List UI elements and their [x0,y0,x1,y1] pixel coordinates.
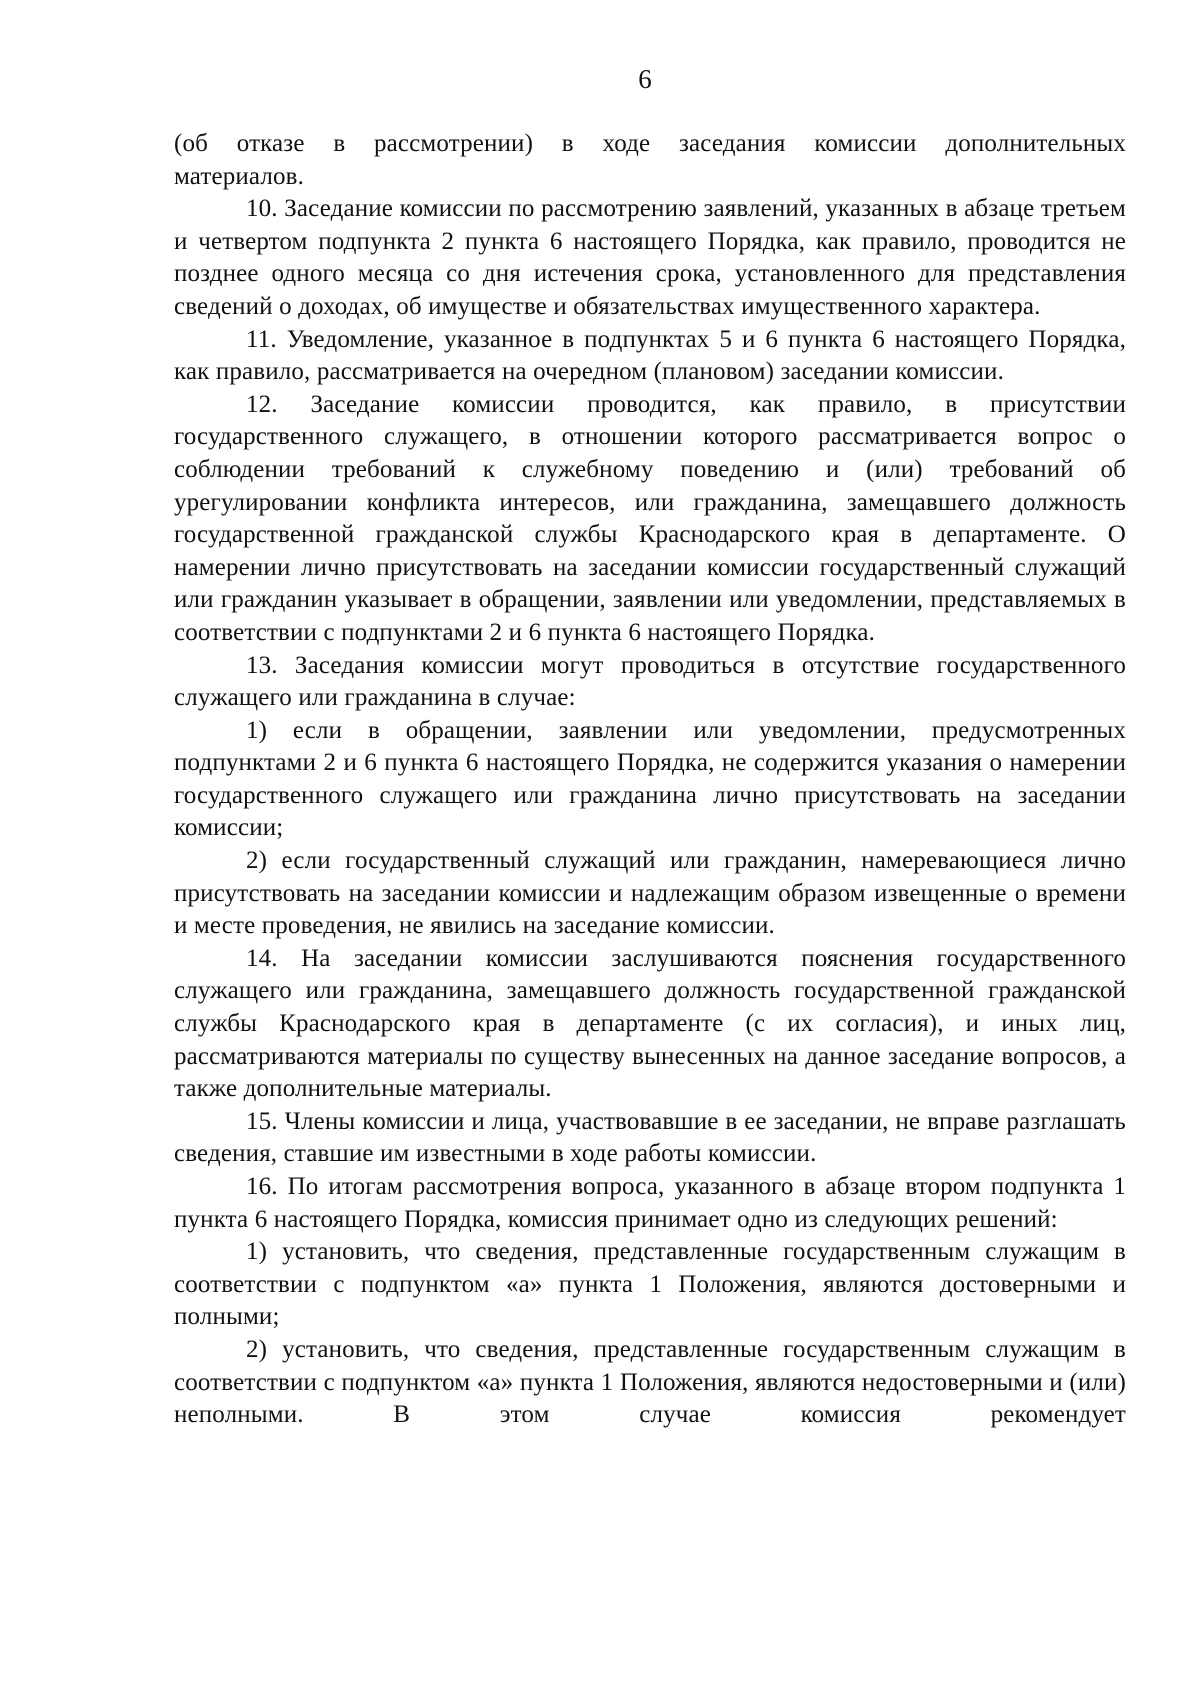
document-body [174,128,1126,1432]
paragraph: 10. Заседание комиссии по рассмотрению заявлений, указанных в абзаце третьем и четвертом подпункта 2 пункта 6 настоящего Порядка, как правило, проводится не позднее одного месяца со дня истечения срока, установленного для представления сведений о доходах, об имуществе и обязательствах имущественного характера. [174,195,1126,320]
paragraph: материалов. [174,162,304,190]
paragraph: 1) если в обращении, заявлении или уведомлении, предусмотренных подпунктами 2 и 6 пункта 6 настоящего Порядка, не содержится указания о намерении государственного служащего или гражданина лично присутствовать на заседании комиссии; [174,716,1126,842]
paragraph: 1) установить, что сведения, представленные государственным служащим в соответствии с подпунктом «а» пункта 1 Положения, являются достоверными и полными; [174,1238,1126,1331]
paragraph: (об отказе в рассмотрении) в ходе заседания комиссии дополнительных [174,130,1126,157]
paragraph: 13. Заседания комиссии могут проводиться в отсутствие государственного служащего или гражданина в случае: [174,651,1126,712]
paragraph: 12. Заседание комиссии проводится, как правило, в присутствии государственного служащего, в отношении которого рассматривается вопрос о соблюдении требований к служебному поведению и (или) требований об урегулировании конфликта интересов, или гражданина, замещавшего должность государственной гражданской службы Краснодарского края в департаменте. О намерении лично присутствовать на заседании комиссии государственный служащий или гражданин указывает в обращении, заявлении или уведомлении, представляемых в соответствии с подпунктами 2 и 6 пункта 6 настоящего Порядка. [174,390,1126,646]
paragraph: 2) если государственный служащий или гражданин, намеревающиеся лично присутствовать на заседании комиссии и надлежащим образом извещенные о времени и месте проведения, не явились на заседание комиссии. [174,847,1126,940]
paragraph: 15. Члены комиссии и лица, участвовавшие в ее заседании, не вправе разглашать сведения, ставшие им известными в ходе работы комиссии. [174,1107,1126,1168]
page-number: 6 [638,64,652,94]
paragraph: 11. Уведомление, указанное в подпунктах 5 и 6 пункта 6 настоящего Порядка, как правило, рассматривается на очередном (плановом) заседании комиссии. [174,325,1126,386]
paragraph: 14. На заседании комиссии заслушиваются пояснения государственного служащего или гражданина, замещавшего должность государственной гражданской службы Краснодарского края в департаменте (с их согласия), и иных лиц, рассматриваются материалы по существу вынесенных на данное заседание вопросов, а также дополнительные материалы. [174,944,1126,1103]
paragraph: 2) установить, что сведения, представленные государственным служащим в соответствии с подпунктом «а» пункта 1 Положения, являются недостоверными и (или) неполными. В этом случае комиссия рекомендует [174,1335,1126,1429]
paragraph: 16. По итогам рассмотрения вопроса, указанного в абзаце втором подпункта 1 пункта 6 настоящего Порядка, комиссия принимает одно из следующих решений: [174,1173,1126,1233]
